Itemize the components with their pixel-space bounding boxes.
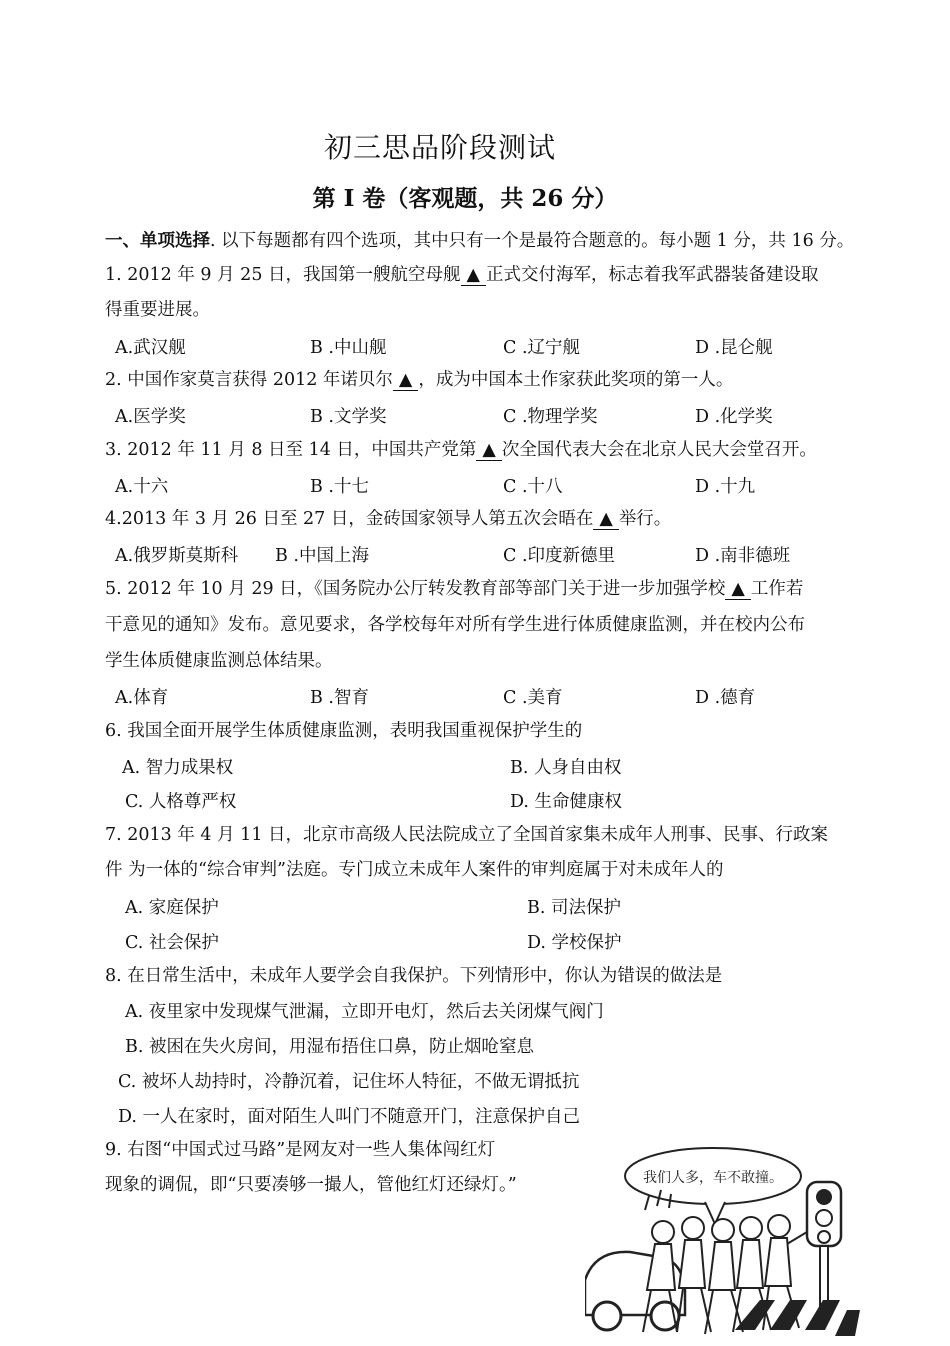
q4-option-d: D .南非德班 xyxy=(695,546,791,566)
q1-option-b: B .中山舰 xyxy=(310,338,387,358)
q5-option-a: A.体育 xyxy=(115,688,169,708)
question-8: 8. 在日常生活中，未成年人要学会自我保护。下列情形中，你认为错误的做法是 xyxy=(105,966,723,986)
cartoon-drawing xyxy=(585,1140,860,1342)
q3-option-a: A.十六 xyxy=(115,477,169,497)
q2-option-d: D .化学奖 xyxy=(695,407,773,427)
question-7-line-2: 件 为一体的“综合审判”法庭。专门成立未成年人案件的审判庭属于对未成年人的 xyxy=(105,860,724,880)
q5-continuation-2: 学生体质健康监测总体结果。 xyxy=(105,651,333,671)
q1-text-pre: 1. 2012 年 9 月 25 日，我国第一艘航空母舰 xyxy=(105,265,461,285)
q5-option-c: C .美育 xyxy=(503,688,563,708)
q5-option-b: B .智育 xyxy=(310,688,369,708)
section-instruction: . 以下每题都有四个选项，其中只有一个是最符合题意的。每小题 1 分，共 16 分。 xyxy=(210,231,855,251)
q1-text-post: 正式交付海军，标志着我军武器装备建设取 xyxy=(485,265,819,285)
q2-text-post: ，成为中国本土作家获此奖项的第一人。 xyxy=(418,370,734,390)
q8-option-b: B. 被困在失火房间，用湿布捂住口鼻，防止烟呛窒息 xyxy=(125,1037,534,1057)
q3-text-post: 次全国代表大会在北京人民大会堂召开。 xyxy=(501,440,817,460)
q8-option-d: D. 一人在家时，面对陌生人叫门不随意开门，注意保护自己 xyxy=(118,1107,581,1127)
question-9-line-1: 9. 右图“中国式过马路”是网友对一些人集体闯红灯 xyxy=(105,1140,496,1160)
q8-option-c: C. 被坏人劫持时，冷静沉着，记住坏人特征，不做无谓抵抗 xyxy=(118,1072,580,1092)
section-heading xyxy=(105,229,854,253)
q4-option-a: A.俄罗斯莫斯科 xyxy=(115,546,239,566)
q4-option-b: B .中国上海 xyxy=(275,546,369,566)
q6-option-d: D. 生命健康权 xyxy=(510,792,623,812)
answer-blank: ▲ xyxy=(393,370,418,391)
speech-bubble-text: 我们人多，车不敢撞。 xyxy=(643,1170,783,1186)
q6-option-a: A. 智力成果权 xyxy=(122,758,234,778)
q7-option-b: B. 司法保护 xyxy=(527,898,621,918)
section-label: 一、单项选择 xyxy=(105,231,210,251)
q7-option-d: D. 学校保护 xyxy=(527,933,622,953)
answer-blank: ▲ xyxy=(725,579,750,600)
q3-option-b: B .十七 xyxy=(310,477,369,497)
q1-option-a: A.武汉舰 xyxy=(115,338,186,358)
question-2 xyxy=(105,368,733,392)
q4-option-c: C .印度新德里 xyxy=(503,546,616,566)
q7-option-c: C. 社会保护 xyxy=(125,933,219,953)
q1-option-c: C .辽宁舰 xyxy=(503,338,581,358)
answer-blank: ▲ xyxy=(593,509,618,530)
section-subtitle: 第 I 卷（客观题，共 26 分） xyxy=(312,185,618,212)
q4-text-post: 举行。 xyxy=(618,509,672,529)
question-1 xyxy=(105,263,818,287)
jaywalking-cartoon xyxy=(585,1140,860,1342)
q8-option-a: A. 夜里家中发现煤气泄漏，立即开电灯，然后去关闭煤气阀门 xyxy=(125,1002,604,1022)
page-title: 初三思品阶段测试 xyxy=(323,131,556,164)
q2-text-pre: 2. 中国作家莫言获得 2012 年诺贝尔 xyxy=(105,370,393,390)
q3-text-pre: 3. 2012 年 11 月 8 日至 14 日，中国共产党第 xyxy=(105,440,477,460)
q7-option-a: A. 家庭保护 xyxy=(125,898,219,918)
question-6: 6. 我国全面开展学生体质健康监测，表明我国重视保护学生的 xyxy=(105,721,583,741)
q5-text-post: 工作若 xyxy=(750,579,804,599)
question-4 xyxy=(105,507,671,531)
question-7-line-1: 7. 2013 年 4 月 11 日，北京市高级人民法院成立了全国首家集未成年人刑事、民事、行政案 xyxy=(105,825,829,845)
q1-continuation: 得重要进展。 xyxy=(105,300,210,320)
q3-option-d: D .十九 xyxy=(695,477,756,497)
q2-option-a: A.医学奖 xyxy=(115,407,186,427)
answer-blank: ▲ xyxy=(461,265,486,286)
q6-option-b: B. 人身自由权 xyxy=(510,758,622,778)
q2-option-c: C .物理学奖 xyxy=(503,407,598,427)
q2-option-b: B .文学奖 xyxy=(310,407,387,427)
q1-option-d: D .昆仑舰 xyxy=(695,338,773,358)
q3-option-c: C .十八 xyxy=(503,477,563,497)
question-9-line-2: 现象的调侃，即“只要凑够一撮人，管他红灯还绿灯。” xyxy=(105,1175,517,1195)
answer-blank: ▲ xyxy=(476,440,501,461)
question-3 xyxy=(105,438,817,462)
question-5 xyxy=(105,577,803,601)
q5-option-d: D .德育 xyxy=(695,688,756,708)
q5-text-pre: 5. 2012 年 10 月 29 日，《国务院办公厅转发教育部等部门关于进一步加强学校 xyxy=(105,579,726,599)
q4-text-pre: 4.2013 年 3 月 26 日至 27 日，金砖国家领导人第五次会晤在 xyxy=(105,509,594,529)
q6-option-c: C. 人格尊严权 xyxy=(125,792,237,812)
q5-continuation-1: 干意见的通知》发布。意见要求，各学校每年对所有学生进行体质健康监测，并在校内公布 xyxy=(105,615,805,635)
